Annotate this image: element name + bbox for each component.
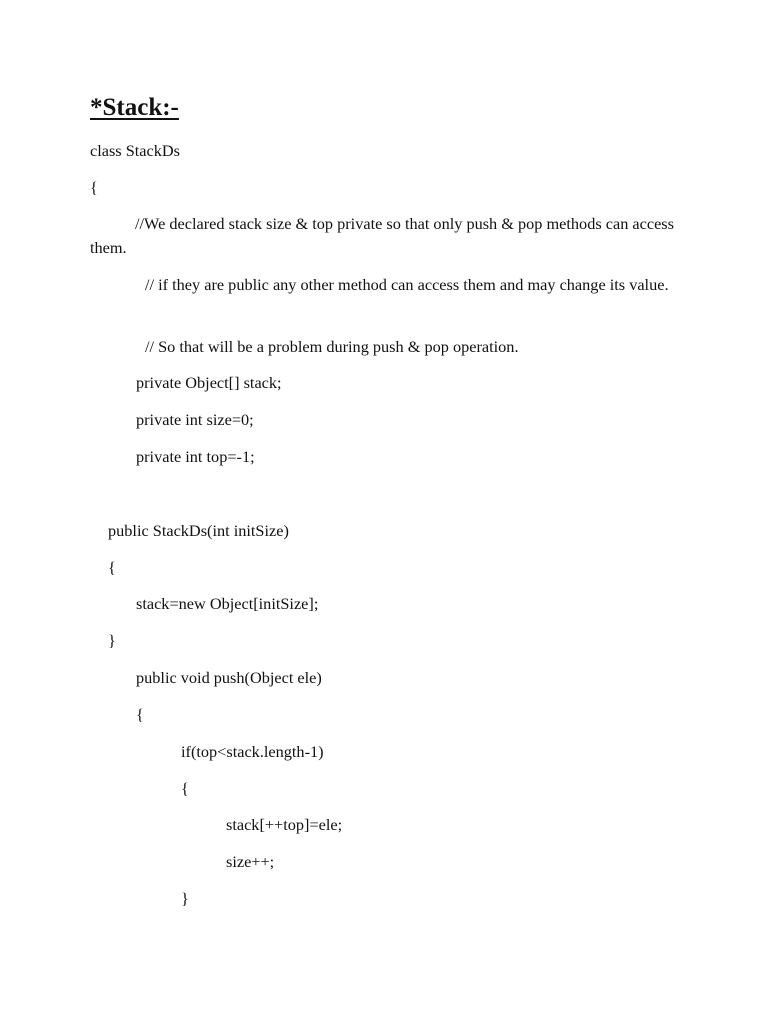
section-heading: *Stack:- (90, 94, 179, 121)
comment-line-1: //We declared stack size & top private so that only push & pop methods can access them. (90, 214, 674, 257)
constructor-body: stack=new Object[initSize]; (136, 594, 319, 613)
assign-statement: stack[++top]=ele; (226, 815, 343, 834)
size-increment: size++; (226, 852, 275, 871)
if-close-brace: } (181, 889, 189, 908)
push-signature: public void push(Object ele) (136, 668, 322, 687)
comment-line-3: // So that will be a problem during push & pop operation. (145, 337, 519, 356)
if-open-brace: { (181, 779, 189, 798)
field-size: private int size=0; (136, 410, 254, 429)
class-declaration: class StackDs (90, 141, 180, 160)
field-stack: private Object[] stack; (136, 373, 282, 392)
constructor-open-brace: { (108, 558, 116, 577)
push-open-brace: { (136, 705, 144, 724)
constructor-close-brace: } (108, 631, 116, 650)
constructor-signature: public StackDs(int initSize) (108, 521, 289, 540)
if-condition: if(top<stack.length-1) (181, 742, 324, 761)
class-open-brace: { (90, 178, 98, 197)
field-top: private int top=-1; (136, 447, 255, 466)
comment-line-2: // if they are public any other method can access them and may change its value. (145, 275, 669, 294)
